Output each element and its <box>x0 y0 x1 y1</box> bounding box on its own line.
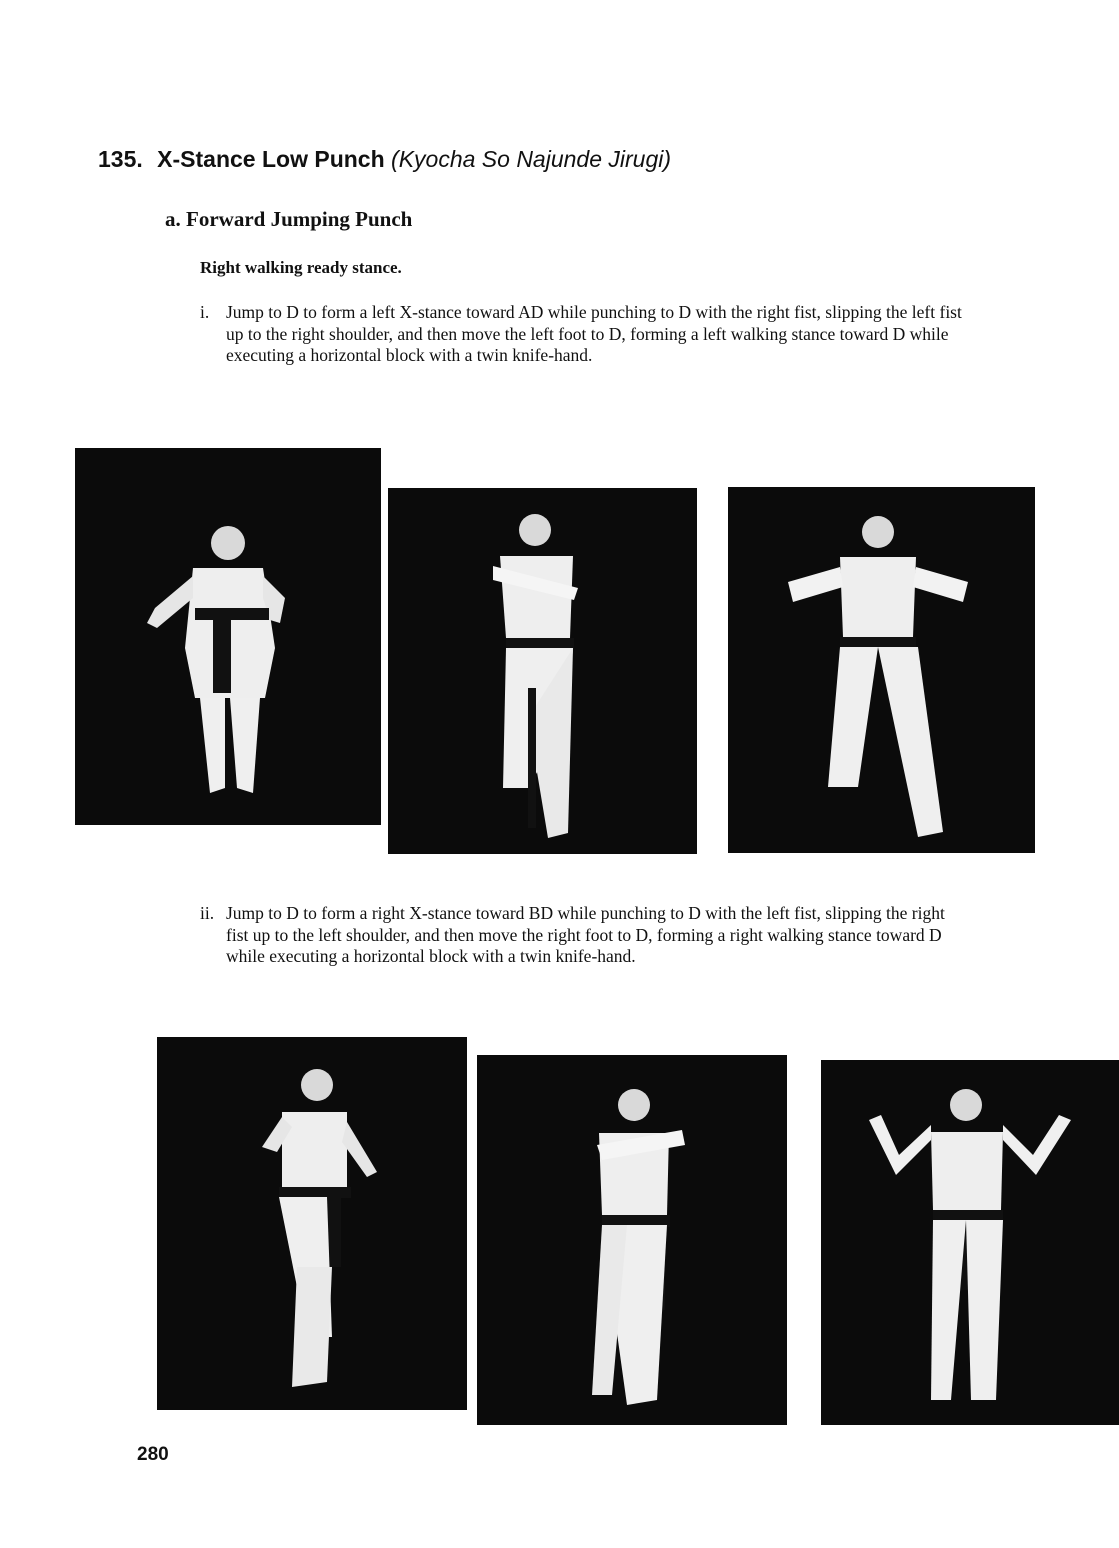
subsection-title: a. Forward Jumping Punch <box>165 207 413 231</box>
figure-ready-stance <box>75 448 381 825</box>
section-title <box>98 146 671 173</box>
step-ii <box>200 903 966 968</box>
step-i <box>200 302 966 367</box>
photo-3 <box>728 487 1035 853</box>
figure-x-stance-punch <box>388 488 697 854</box>
photo-4 <box>157 1037 467 1410</box>
photo-1 <box>75 448 381 825</box>
step-ii-text: Jump to D to form a right X-stance toward BD while punching to D with the left fist, slipping the right fist up to the left shoulder, and then move the right foot to D, forming a right walking stance toward D while executing a horizontal block with a twin knife-hand. <box>226 903 945 966</box>
photo-6 <box>821 1060 1119 1425</box>
step-ii-marker: ii. <box>200 903 215 923</box>
photo-2 <box>388 488 697 854</box>
ready-stance: Right walking ready stance. <box>200 258 402 277</box>
figure-right-twin-knife-hand-block <box>821 1060 1119 1425</box>
figure-right-x-stance <box>157 1037 467 1410</box>
page-number: 280 <box>137 1444 169 1465</box>
section-korean-title: (Kyocha So Najunde Jirugi) <box>391 146 672 172</box>
photo-5 <box>477 1055 787 1425</box>
figure-left-fist-punch <box>477 1055 787 1425</box>
step-i-marker: i. <box>200 302 210 322</box>
section-title-text: X-Stance Low Punch <box>157 146 385 172</box>
section-number: 135. <box>98 146 143 172</box>
step-i-text: Jump to D to form a left X-stance toward AD while punching to D with the right fist, slipping the left fist up to the right shoulder, and then move the left foot to D, forming a left walking stance toward D while executing a horizontal block with a twin knife-hand. <box>226 302 962 365</box>
figure-twin-knife-hand-block <box>728 487 1035 853</box>
